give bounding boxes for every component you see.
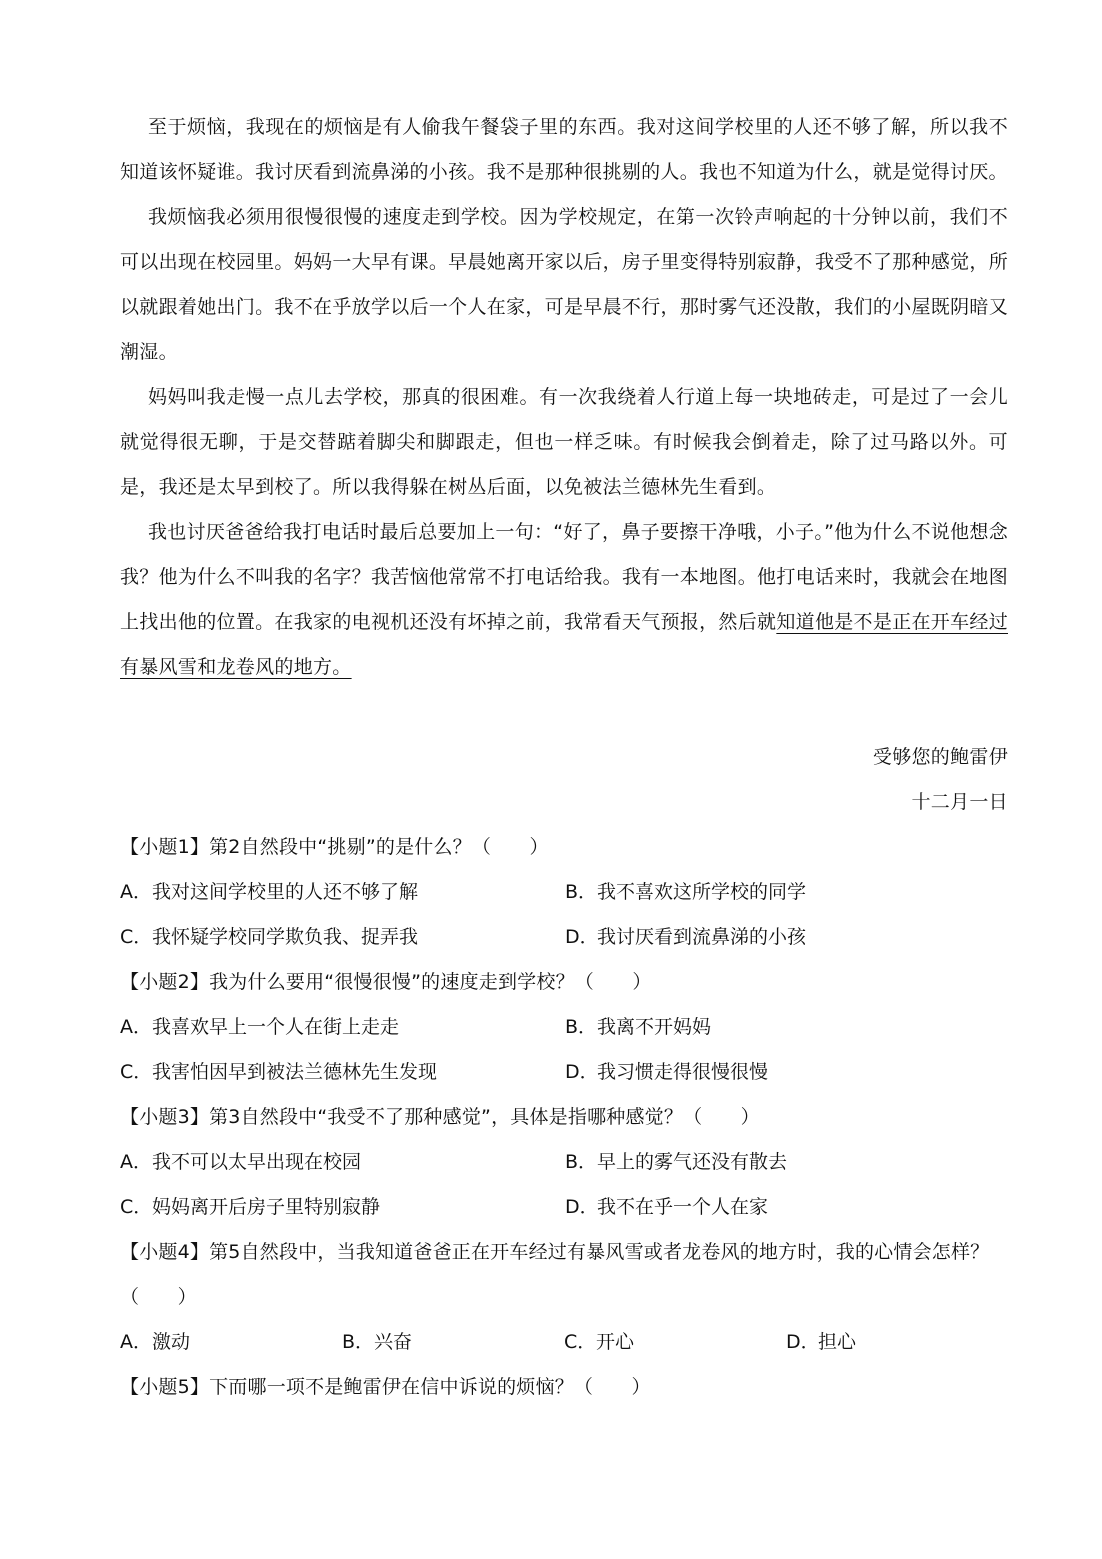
options-grid [120, 1140, 1020, 1230]
option-b[interactable] [565, 870, 1010, 915]
paragraph-text: 我也讨厌爸爸给我打电话时最后总要加上一句：“好了，鼻子要擦干净哦，小子。”他为什么不说他想念我？他为什么不叫我的名字？我苦恼他常常不打电话给我。我有一本地图。他打电话来时，我就会在地图上找出他的位置。在我家的电视机还没有坏掉之前，我常看天气预报，然后就 [120, 521, 1008, 633]
option-a[interactable] [120, 870, 565, 915]
option-text: 我习惯走得很慢很慢 [597, 1061, 769, 1083]
reading-passage [120, 105, 1008, 690]
option-letter: D． [786, 1331, 820, 1353]
option-a[interactable] [120, 1005, 565, 1050]
option-c[interactable] [564, 1320, 786, 1365]
paragraph: 妈妈叫我走慢一点儿去学校，那真的很困难。有一次我绕着人行道上每一块地砖走，可是过了一会儿就觉得很无聊，于是交替踮着脚尖和脚跟走，但也一样乏味。有时候我会倒着走，除了过马路以外。可是，我还是太早到校了。所以我得躲在树丛后面，以免被法兰德林先生看到。 [120, 386, 1008, 498]
option-b[interactable] [342, 1320, 564, 1365]
question-stem: 【小题4】第5自然段中，当我知道爸爸正在开车经过有暴风雪或者龙卷风的地方时，我的心情会怎样？（ ） [120, 1241, 990, 1308]
option-text: 开心 [596, 1331, 635, 1353]
option-text: 我喜欢早上一个人在街上走走 [152, 1016, 400, 1038]
question-stem: 【小题3】第3自然段中“我受不了那种感觉”，具体是指哪种感觉？（ ） [120, 1106, 760, 1128]
option-letter: D． [565, 1196, 599, 1218]
option-c[interactable] [120, 1185, 565, 1230]
option-text: 我不喜欢这所学校的同学 [597, 881, 807, 903]
option-text: 我讨厌看到流鼻涕的小孩 [597, 926, 807, 948]
option-letter: C． [120, 926, 153, 948]
option-b[interactable] [565, 1140, 1010, 1185]
option-letter: C． [564, 1331, 597, 1353]
options-grid [120, 1320, 1020, 1365]
option-letter: B． [565, 1016, 598, 1038]
option-letter: A． [120, 1151, 152, 1173]
paragraph [120, 510, 1008, 690]
option-letter: D． [565, 1061, 599, 1083]
underlined-phrase: 知道他是不是正在开车经过有暴风雪和龙卷风的地方。 [120, 611, 1008, 678]
option-letter: A． [120, 1016, 152, 1038]
letter-signature: 受够您的鲍雷伊 [872, 746, 1008, 768]
option-b[interactable] [565, 1005, 1010, 1050]
question-list [120, 825, 1020, 1410]
option-a[interactable] [120, 1320, 342, 1365]
option-text: 我不可以太早出现在校园 [152, 1151, 362, 1173]
option-text: 担心 [818, 1331, 857, 1353]
paragraph: 我烦恼我必须用很慢很慢的速度走到学校。因为学校规定，在第一次铃声响起的十分钟以前，我们不可以出现在校园里。妈妈一大早有课。早晨她离开家以后，房子里变得特别寂静，我受不了那种感觉，所以就跟着她出门。我不在乎放学以后一个人在家，可是早晨不行，那时雾气还没散，我们的小屋既阴暗又潮湿。 [120, 206, 1008, 363]
option-text: 兴奋 [374, 1331, 413, 1353]
question-stem: 【小题2】我为什么要用“很慢很慢”的速度走到学校？（ ） [120, 971, 652, 993]
option-text: 我离不开妈妈 [597, 1016, 712, 1038]
letter-date: 十二月一日 [911, 791, 1008, 813]
option-text: 我不在乎一个人在家 [597, 1196, 769, 1218]
option-c[interactable] [120, 915, 565, 960]
option-text: 激动 [152, 1331, 191, 1353]
option-letter: A． [120, 1331, 152, 1353]
options-grid [120, 1005, 1020, 1095]
option-text: 早上的雾气还没有散去 [597, 1151, 788, 1173]
option-text: 我怀疑学校同学欺负我、捉弄我 [152, 926, 419, 948]
option-d[interactable] [565, 915, 1010, 960]
option-d[interactable] [786, 1320, 1008, 1365]
option-letter: C． [120, 1061, 153, 1083]
option-letter: A． [120, 881, 152, 903]
question-stem: 【小题5】下而哪一项不是鲍雷伊在信中诉说的烦恼？（ ） [120, 1376, 651, 1398]
options-grid [120, 870, 1020, 960]
option-letter: B． [565, 1151, 598, 1173]
option-text: 我对这间学校里的人还不够了解 [152, 881, 419, 903]
question-stem: 【小题1】第2自然段中“挑剔”的是什么？（ ） [120, 836, 549, 858]
option-text: 妈妈离开后房子里特别寂静 [152, 1196, 381, 1218]
option-letter: B． [342, 1331, 375, 1353]
option-d[interactable] [565, 1185, 1010, 1230]
option-d[interactable] [565, 1050, 1010, 1095]
option-c[interactable] [120, 1050, 565, 1095]
option-a[interactable] [120, 1140, 565, 1185]
option-letter: B． [565, 881, 598, 903]
option-text: 我害怕因早到被法兰德林先生发现 [152, 1061, 438, 1083]
option-letter: D． [565, 926, 599, 948]
option-letter: C． [120, 1196, 153, 1218]
paragraph: 至于烦恼，我现在的烦恼是有人偷我午餐袋子里的东西。我对这间学校里的人还不够了解，所以我不知道该怀疑谁。我讨厌看到流鼻涕的小孩。我不是那种很挑剔的人。我也不知道为什么，就是觉得讨厌。 [120, 116, 1008, 183]
